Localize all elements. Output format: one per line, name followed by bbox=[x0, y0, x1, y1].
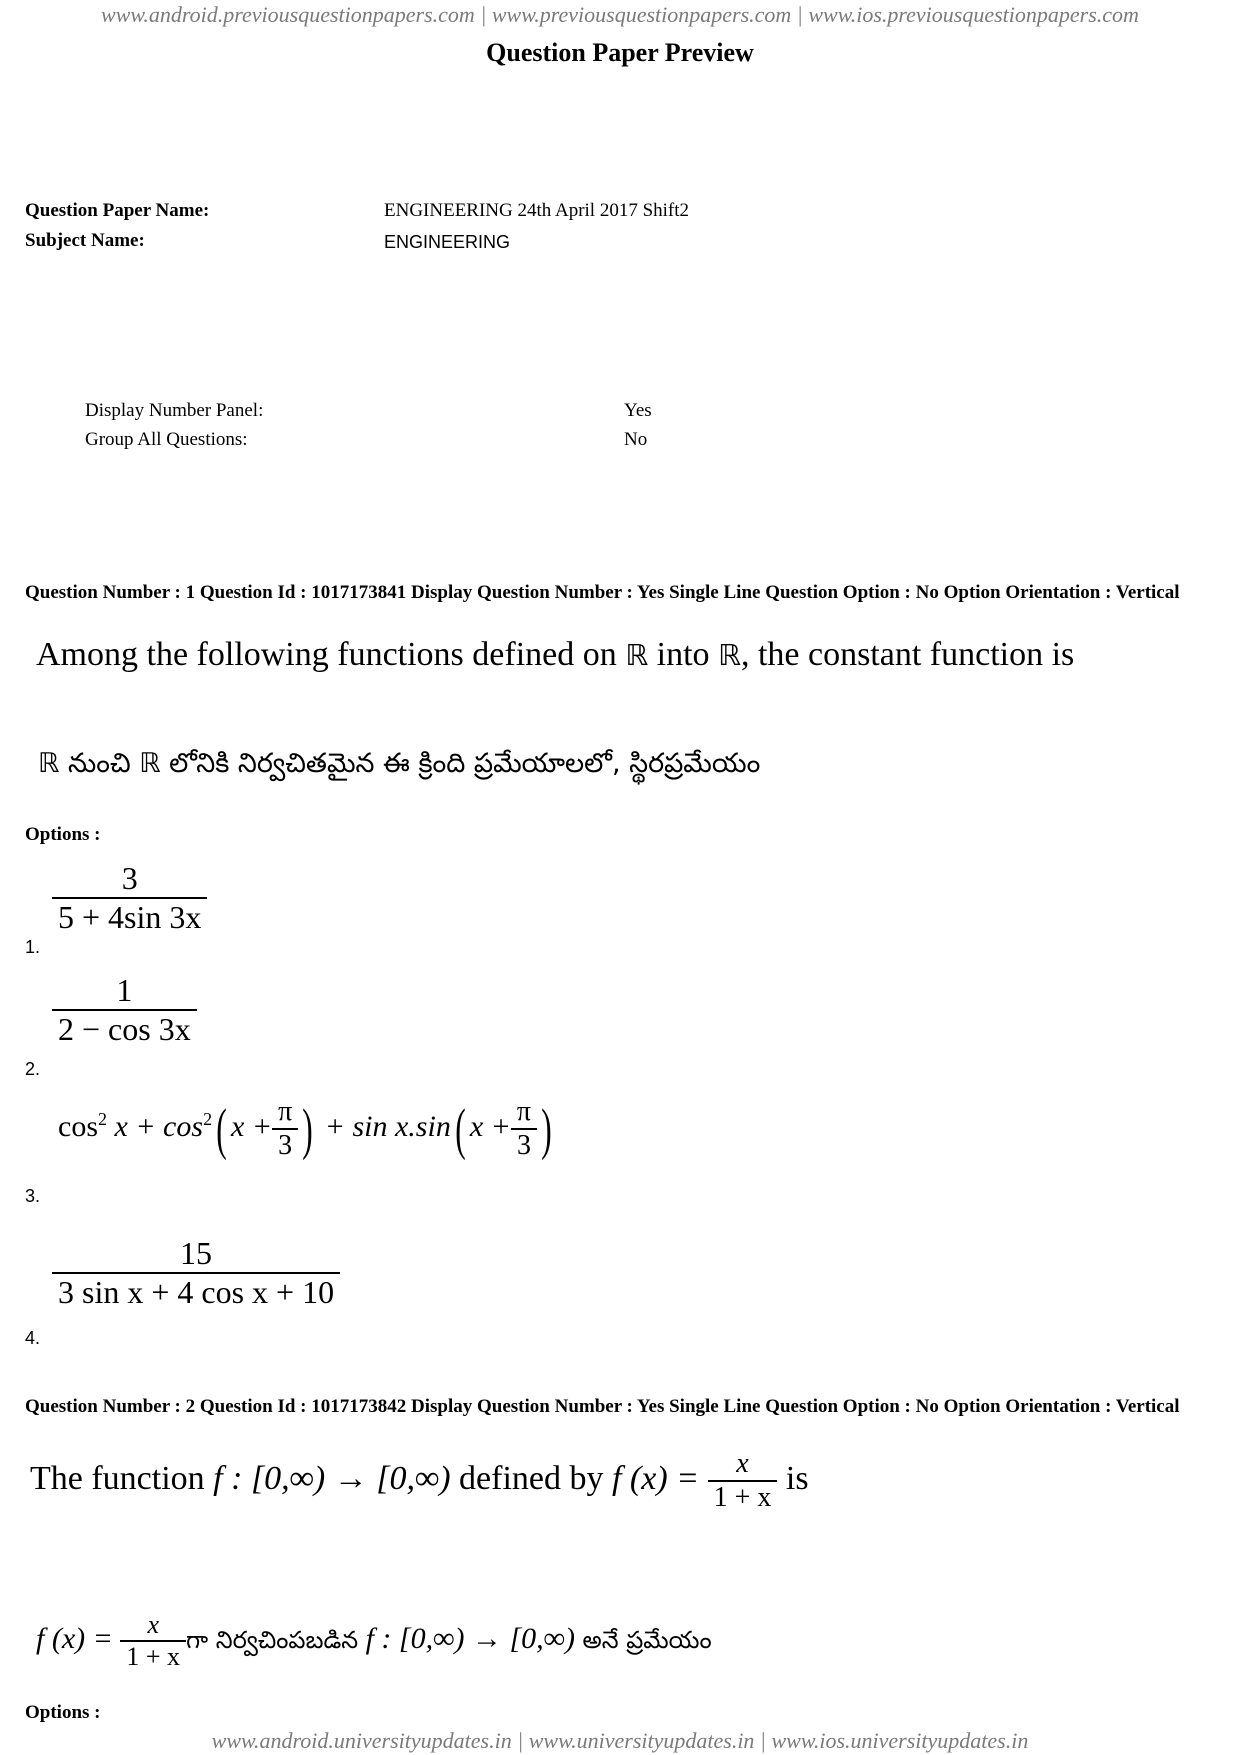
paper-name-value: ENGINEERING 24th April 2017 Shift2 bbox=[384, 200, 690, 221]
question-2-text-en: The function f : [0,∞) → [0,∞) defined by f (x) = $\frac{x}{1 + x}$ is bbox=[30, 1448, 809, 1513]
subject-name-label: Subject Name: bbox=[25, 230, 145, 251]
option-4-number[interactable]: 4. bbox=[25, 1328, 41, 1348]
option-2-number[interactable]: 2. bbox=[25, 1059, 41, 1079]
question-2-text-te: f (x) = $\frac{x}{1 + x}$ గా నిర్వచింపబడిన f : [0,∞) → [0,∞) అనే ప్రమేయం bbox=[36, 1610, 712, 1671]
option-1-number[interactable]: 1. bbox=[25, 937, 41, 957]
option-2-formula: $\frac{1}{2 - \cos 3x}$ bbox=[52, 972, 197, 1048]
option-3-number[interactable]: 3. bbox=[25, 1186, 41, 1206]
question-1-options-label: Options : bbox=[25, 824, 101, 845]
top-watermark: www.android.previousquestionpapers.com | www.previousquestionpapers.com | www.ios.previousquestionpapers.com bbox=[101, 2, 1139, 27]
question-1-header: Question Number : 1 Question Id : 1017173841 Display Question Number : Yes Single Line Question Option : No Option Orientation : Vertical bbox=[25, 582, 1180, 603]
option-1-formula: $\frac{3}{5 + 4\sin 3x}$ bbox=[52, 860, 207, 936]
option-3-formula: $\cos^2 x + \cos^2$( x + $\frac{\pi}{3}$ ) + sin x.sin( x + $\frac{\pi}{3}$ ) bbox=[58, 1096, 552, 1161]
page-title: Question Paper Preview bbox=[486, 38, 754, 67]
question-1-text-te: ℝ నుంచి ℝ లోనికి నిర్వచితమైన ఈ క్రింది ప్రమేయాలలో, స్థిరప్రమేయం bbox=[38, 748, 761, 779]
question-2-options-label: Options : bbox=[25, 1702, 101, 1723]
display-number-panel-value: Yes bbox=[624, 400, 652, 421]
question-1-text-en: Among the following functions defined on ℝ into ℝ, the constant function is bbox=[36, 636, 1075, 673]
bottom-watermark: www.android.universityupdates.in | www.universityupdates.in | www.ios.universityupdates.in bbox=[211, 1728, 1029, 1753]
question-2-header: Question Number : 2 Question Id : 1017173842 Display Question Number : Yes Single Line Question Option : No Option Orientation : Vertical bbox=[25, 1396, 1180, 1417]
group-all-label: Group All Questions: bbox=[85, 429, 248, 450]
option-4-formula: $\frac{15}{\text{3 sin x + 4 cos x + 10}}$ bbox=[52, 1235, 340, 1311]
display-number-panel-label: Display Number Panel: bbox=[85, 400, 264, 421]
group-all-value: No bbox=[624, 429, 648, 450]
subject-name-value: ENGINEERING bbox=[384, 232, 511, 252]
paper-name-label: Question Paper Name: bbox=[25, 200, 210, 221]
